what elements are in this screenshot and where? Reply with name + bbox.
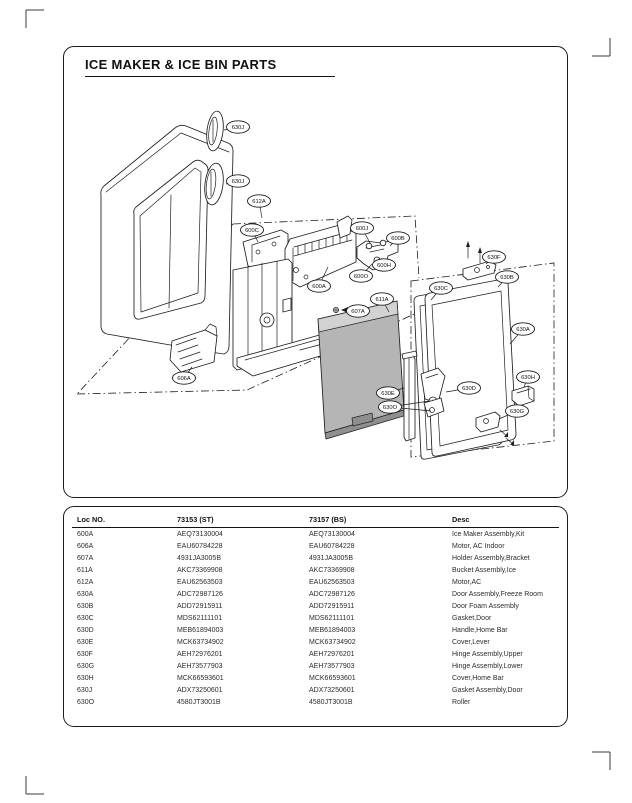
cell-loc-no: 630D: [77, 626, 94, 634]
svg-text:600O: 600O: [353, 274, 369, 280]
cell-part-number-st: 4580JT3001B: [177, 698, 221, 706]
cell-part-number-bs: MCK66593601: [309, 674, 356, 682]
callout-607A: [347, 305, 370, 317]
cell-part-number-bs: MCK63734902: [309, 638, 356, 646]
svg-text:630O: 630O: [382, 405, 398, 411]
cell-part-number-bs: EAU60784228: [309, 542, 355, 550]
cell-part-number-st: AEH73577903: [177, 662, 223, 670]
cell-part-number-st: MDS62111101: [177, 614, 223, 622]
cell-desc: Ice Maker Assembly,Kit: [452, 530, 525, 538]
col-header-loc-no: Loc NO.: [72, 513, 172, 528]
cell-loc-no: 611A: [77, 566, 93, 574]
cell-desc: Cover,Lever: [452, 638, 490, 646]
cell-desc: Motor,AC: [452, 578, 482, 586]
svg-text:600B: 600B: [391, 236, 405, 242]
col-header-desc: Desc: [447, 513, 559, 528]
cell-part-number-bs: AEH72976201: [309, 650, 355, 658]
callout-630J: [224, 121, 250, 133]
cell-part-number-bs: EAU62563503: [309, 578, 355, 586]
cell-desc: Bucket Assembly,Ice: [452, 566, 517, 574]
cell-desc: Hinge Assembly,Upper: [452, 650, 523, 658]
cell-loc-no: 630B: [77, 602, 94, 610]
cell-part-number-st: AEH72976201: [177, 650, 223, 658]
cell-desc: Motor, AC Indoor: [452, 542, 505, 550]
cell-part-number-st: ADC72987126: [177, 590, 223, 598]
cell-part-number-bs: ADX73250601: [309, 686, 355, 694]
page-title: ICE MAKER & ICE BIN PARTS: [85, 57, 277, 72]
svg-text:600H: 600H: [377, 263, 391, 269]
cell-desc: Holder Assembly,Bracket: [452, 554, 530, 562]
cell-part-number-bs: MEB61894003: [309, 626, 356, 634]
col-header-part-number-st: 73153 (ST): [172, 513, 304, 528]
cell-part-number-bs: ADC72987126: [309, 590, 355, 598]
cell-loc-no: 630G: [77, 662, 95, 670]
cell-loc-no: 630E: [77, 638, 94, 646]
cell-loc-no: 630A: [77, 590, 94, 598]
home-bar-cover: [512, 386, 534, 406]
cell-part-number-st: AKC73369908: [177, 566, 223, 574]
cell-loc-no: 607A: [77, 554, 94, 562]
cell-loc-no: 630C: [77, 614, 94, 622]
cell-desc: Gasket Assembly,Door: [452, 686, 523, 694]
svg-text:612A: 612A: [252, 199, 266, 205]
callout-630A: [510, 323, 535, 344]
svg-text:630H: 630H: [521, 375, 535, 381]
svg-text:600C: 600C: [245, 228, 259, 234]
cell-desc: Gasket,Door: [452, 614, 492, 622]
cell-desc: Handle,Home Bar: [452, 626, 508, 634]
svg-text:630E: 630E: [381, 391, 395, 397]
cell-part-number-st: ADX73250601: [177, 686, 223, 694]
svg-text:630J: 630J: [231, 125, 245, 131]
cell-part-number-st: EAU60784228: [177, 542, 223, 550]
cell-part-number-st: 4931JA3005B: [177, 554, 221, 562]
cell-part-number-st: MCK63734902: [177, 638, 224, 646]
callout-600O: [350, 264, 373, 282]
ice-maker-assembly: [285, 216, 356, 287]
cell-part-number-bs: AEQ73130004: [309, 530, 355, 538]
cell-loc-no: 612A: [77, 578, 94, 586]
screw-607a: [334, 307, 349, 313]
cell-loc-no: 630F: [77, 650, 93, 658]
ice-room-front-panel: [101, 125, 233, 358]
ice-bin-front-cover: [318, 301, 404, 439]
svg-text:630G: 630G: [509, 409, 525, 415]
cell-part-number-bs: AEH73577903: [309, 662, 355, 670]
cell-part-number-st: MEB61894003: [177, 626, 224, 634]
cell-loc-no: 630J: [77, 686, 93, 694]
svg-text:630D: 630D: [462, 386, 476, 392]
cell-part-number-bs: AKC73369908: [309, 566, 355, 574]
svg-text:600A: 600A: [312, 284, 326, 290]
cell-part-number-bs: ADD72915911: [309, 602, 355, 610]
svg-text:607A: 607A: [351, 309, 365, 315]
cell-part-number-st: EAU62563503: [177, 578, 223, 586]
cell-part-number-st: ADD72915911: [177, 602, 223, 610]
svg-text:630F: 630F: [487, 255, 501, 261]
cell-desc: Cover,Home Bar: [452, 674, 504, 682]
callout-630H: [517, 371, 540, 387]
cell-loc-no: 606A: [77, 542, 94, 550]
cell-part-number-st: AEQ73130004: [177, 530, 223, 538]
freeze-room-door: [414, 279, 516, 459]
svg-text:630B: 630B: [500, 275, 514, 281]
svg-text:611A: 611A: [375, 297, 389, 303]
cell-part-number-bs: MDS62111101: [309, 614, 355, 622]
svg-text:630A: 630A: [516, 327, 530, 333]
callout-630J: [226, 175, 250, 187]
callout-612A: [248, 195, 271, 218]
svg-text:600J: 600J: [355, 226, 369, 232]
cell-part-number-st: MCK66593601: [177, 674, 224, 682]
cell-desc: Door Foam Assembly: [452, 602, 519, 610]
cell-loc-no: 600A: [77, 530, 94, 538]
cell-loc-no: 630H: [77, 674, 94, 682]
cell-desc: Hinge Assembly,Lower: [452, 662, 523, 670]
cell-part-number-bs: 4580JT3001B: [309, 698, 353, 706]
cell-desc: Door Assembly,Freeze Room: [452, 590, 543, 598]
cell-desc: Roller: [452, 698, 471, 706]
svg-text:606A: 606A: [177, 376, 191, 382]
svg-text:630C: 630C: [434, 286, 448, 292]
col-header-part-number-bs: 73157 (BS): [304, 513, 447, 528]
cell-loc-no: 630O: [77, 698, 95, 706]
cell-part-number-bs: 4931JA3005B: [309, 554, 353, 562]
svg-text:630J: 630J: [231, 179, 245, 185]
